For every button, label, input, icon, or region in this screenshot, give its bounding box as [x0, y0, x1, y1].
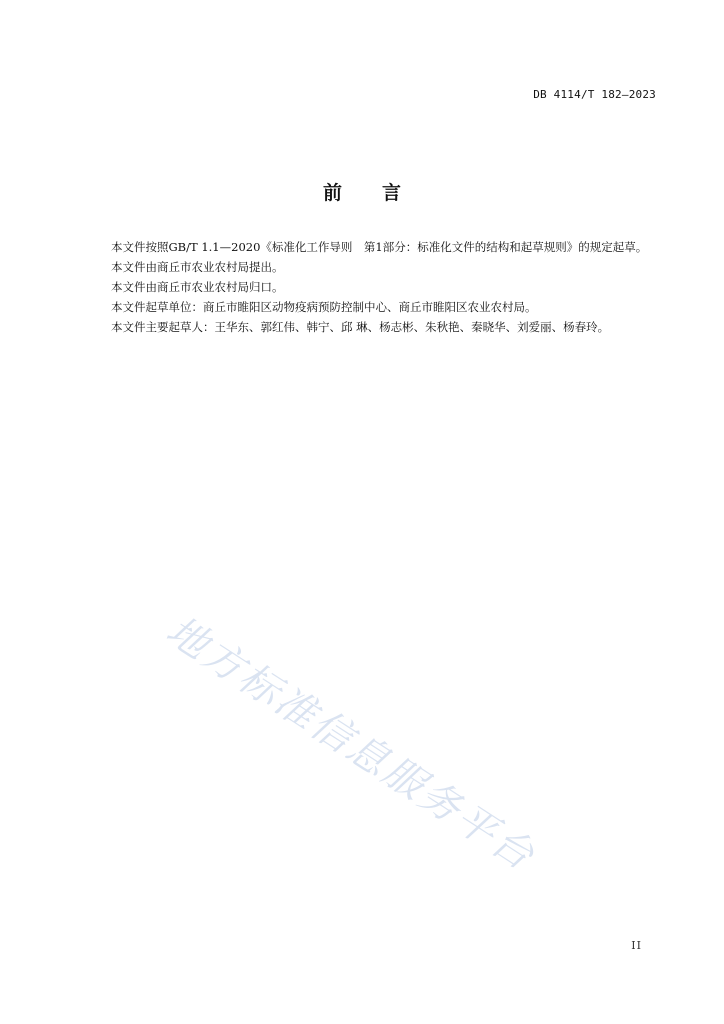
foreword-body — [88, 237, 658, 337]
watermark: 地方标准信息服务平台 — [158, 607, 544, 881]
paragraph-proposer: 本文件由商丘市农业农村局提出。 — [111, 260, 284, 274]
document-code: DB 4114/T 182—2023 — [533, 88, 656, 101]
paragraph-drafting-rules: 本文件按照GB/T 1.1—2020《标准化工作导则 第1部分：标准化文件的结构和起草规则》的规定起草。 — [111, 240, 648, 254]
paragraph-drafting-units: 本文件起草单位：商丘市睢阳区动物疫病预防控制中心、商丘市睢阳区农业农村局。 — [111, 300, 537, 314]
page-title: 前言 — [322, 182, 441, 204]
paragraph-centralized-unit: 本文件由商丘市农业农村局归口。 — [111, 280, 284, 294]
paragraph-drafters: 本文件主要起草人：王华东、郭红伟、韩宁、邱 琳、杨志彬、朱秋艳、秦晓华、刘爱丽、杨春玲。 — [111, 320, 610, 334]
page-number: II — [631, 939, 642, 952]
